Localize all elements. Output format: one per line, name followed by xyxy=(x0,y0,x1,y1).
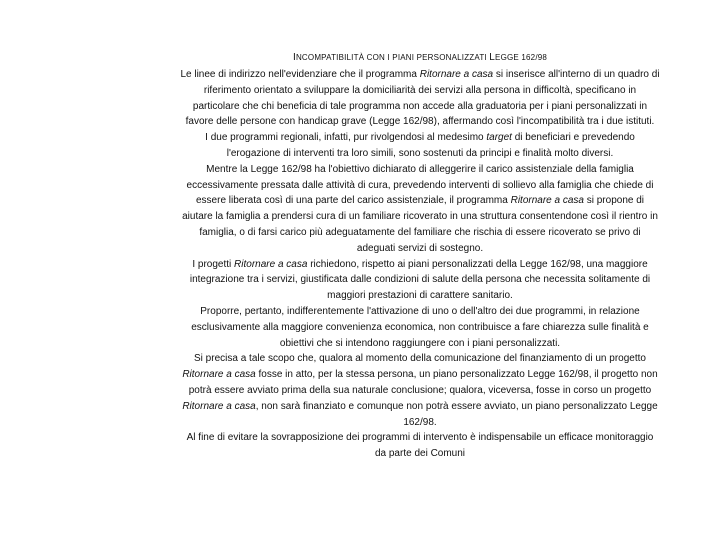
paragraph-7 xyxy=(180,430,660,462)
title-initial: I xyxy=(292,52,296,63)
paragraph-text: I progetti xyxy=(192,258,235,270)
paragraph-text: si inserisce all'interno di un quadro di riferimento orientato a sviluppare la domiciliarità dei servizi alla persona in difficoltà, specificano in particolare che chi beneficia di tale programma non accede alla graduatoria per i piani personalizzati in favore delle persone con handicap grave (Legge 162/98), affermando così l'incompatibilità tra i due istituti. xyxy=(185,69,660,128)
paragraph-text: Si precisa a tale scopo che, qualora al momento della comunicazione del finanziamento di un progetto xyxy=(194,353,646,365)
paragraph-text: si propone di aiutare la famiglia a prendersi cura di un familiare ricoverato in una struttura consentendone così il rientro in famiglia, o di farsi carico più adeguatamente del familiare che rischia di essere ricoverato se privo di adeguati servizi di sostegno. xyxy=(182,195,658,254)
document-page xyxy=(180,50,660,462)
paragraph-text: Proporre, pertanto, indifferentemente l'attivazione di uno o dell'altro dei due programmi, in relazione esclusivamente alla maggiore convenienza economica, non contribuisce a fare chiarezza sulle finalità e obiettivi che si intendono raggiungere con i piani personalizzati. xyxy=(191,305,649,349)
paragraph-text: fosse in atto, per la stessa persona, un piano personalizzato Legge 162/98, il progetto non potrà essere avviato prima della sua naturale conclusione; qualora, viceversa, fosse in corso un progetto xyxy=(188,369,658,396)
paragraph-text: I due programmi regionali, infatti, pur rivolgendosi al medesimo xyxy=(205,132,487,144)
paragraph-2 xyxy=(180,130,660,162)
paragraph-text: Le linee di indirizzo nell'evidenziare che il programma xyxy=(180,69,420,80)
paragraph-text: di beneficiari e prevedendo l'erogazione di interventi tra loro simili, sono sostenuti da principi e finalità molto diversi. xyxy=(226,132,635,159)
italic-program-name: Ritornare a casa xyxy=(234,258,308,270)
section-title xyxy=(180,50,660,65)
title-law-initial: L xyxy=(489,52,496,63)
paragraph-text: Mentre la Legge 162/98 ha l'obiettivo dichiarato di alleggerire il carico assistenziale della famiglia eccessivamente pressata dalle attività di cura, prevedendo interventi di sollievo alla famiglia che chiede di essere liberata così di una parte del carico assistenziale, il programma xyxy=(186,163,654,207)
title-text: NCOMPATIBILITÀ CON I PIANI PERSONALIZZATI xyxy=(295,53,490,62)
italic-program-name: Ritornare a casa xyxy=(182,369,256,381)
paragraph-5 xyxy=(180,304,660,351)
paragraph-text: , non sarà finanziato e comunque non potrà essere avviato, un piano personalizzato Legge 162/98. xyxy=(255,400,658,428)
paragraph-1 xyxy=(180,67,660,130)
paragraph-text: Al fine di evitare la sovrapposizione dei programmi di intervento è indispensabile un efficace monitoraggio da parte dei Comuni xyxy=(186,432,654,460)
paragraph-3 xyxy=(180,162,660,257)
italic-program-name: Ritornare a casa xyxy=(419,69,494,80)
paragraph-text: richiedono, rispetto ai piani personalizzati della Legge 162/98, una maggiore integrazione tra i servizi, giustificata dalle condizioni di salute della persona che necessita solitamente di maggiori prestazioni di carattere sanitario. xyxy=(189,258,651,302)
paragraph-6 xyxy=(180,351,660,430)
italic-program-name: Ritornare a casa xyxy=(182,400,256,412)
italic-program-name: Ritornare a casa xyxy=(510,195,584,207)
title-law-text: EGGE 162/98 xyxy=(495,53,548,62)
italic-term: target xyxy=(486,132,512,144)
paragraph-4 xyxy=(180,257,660,304)
